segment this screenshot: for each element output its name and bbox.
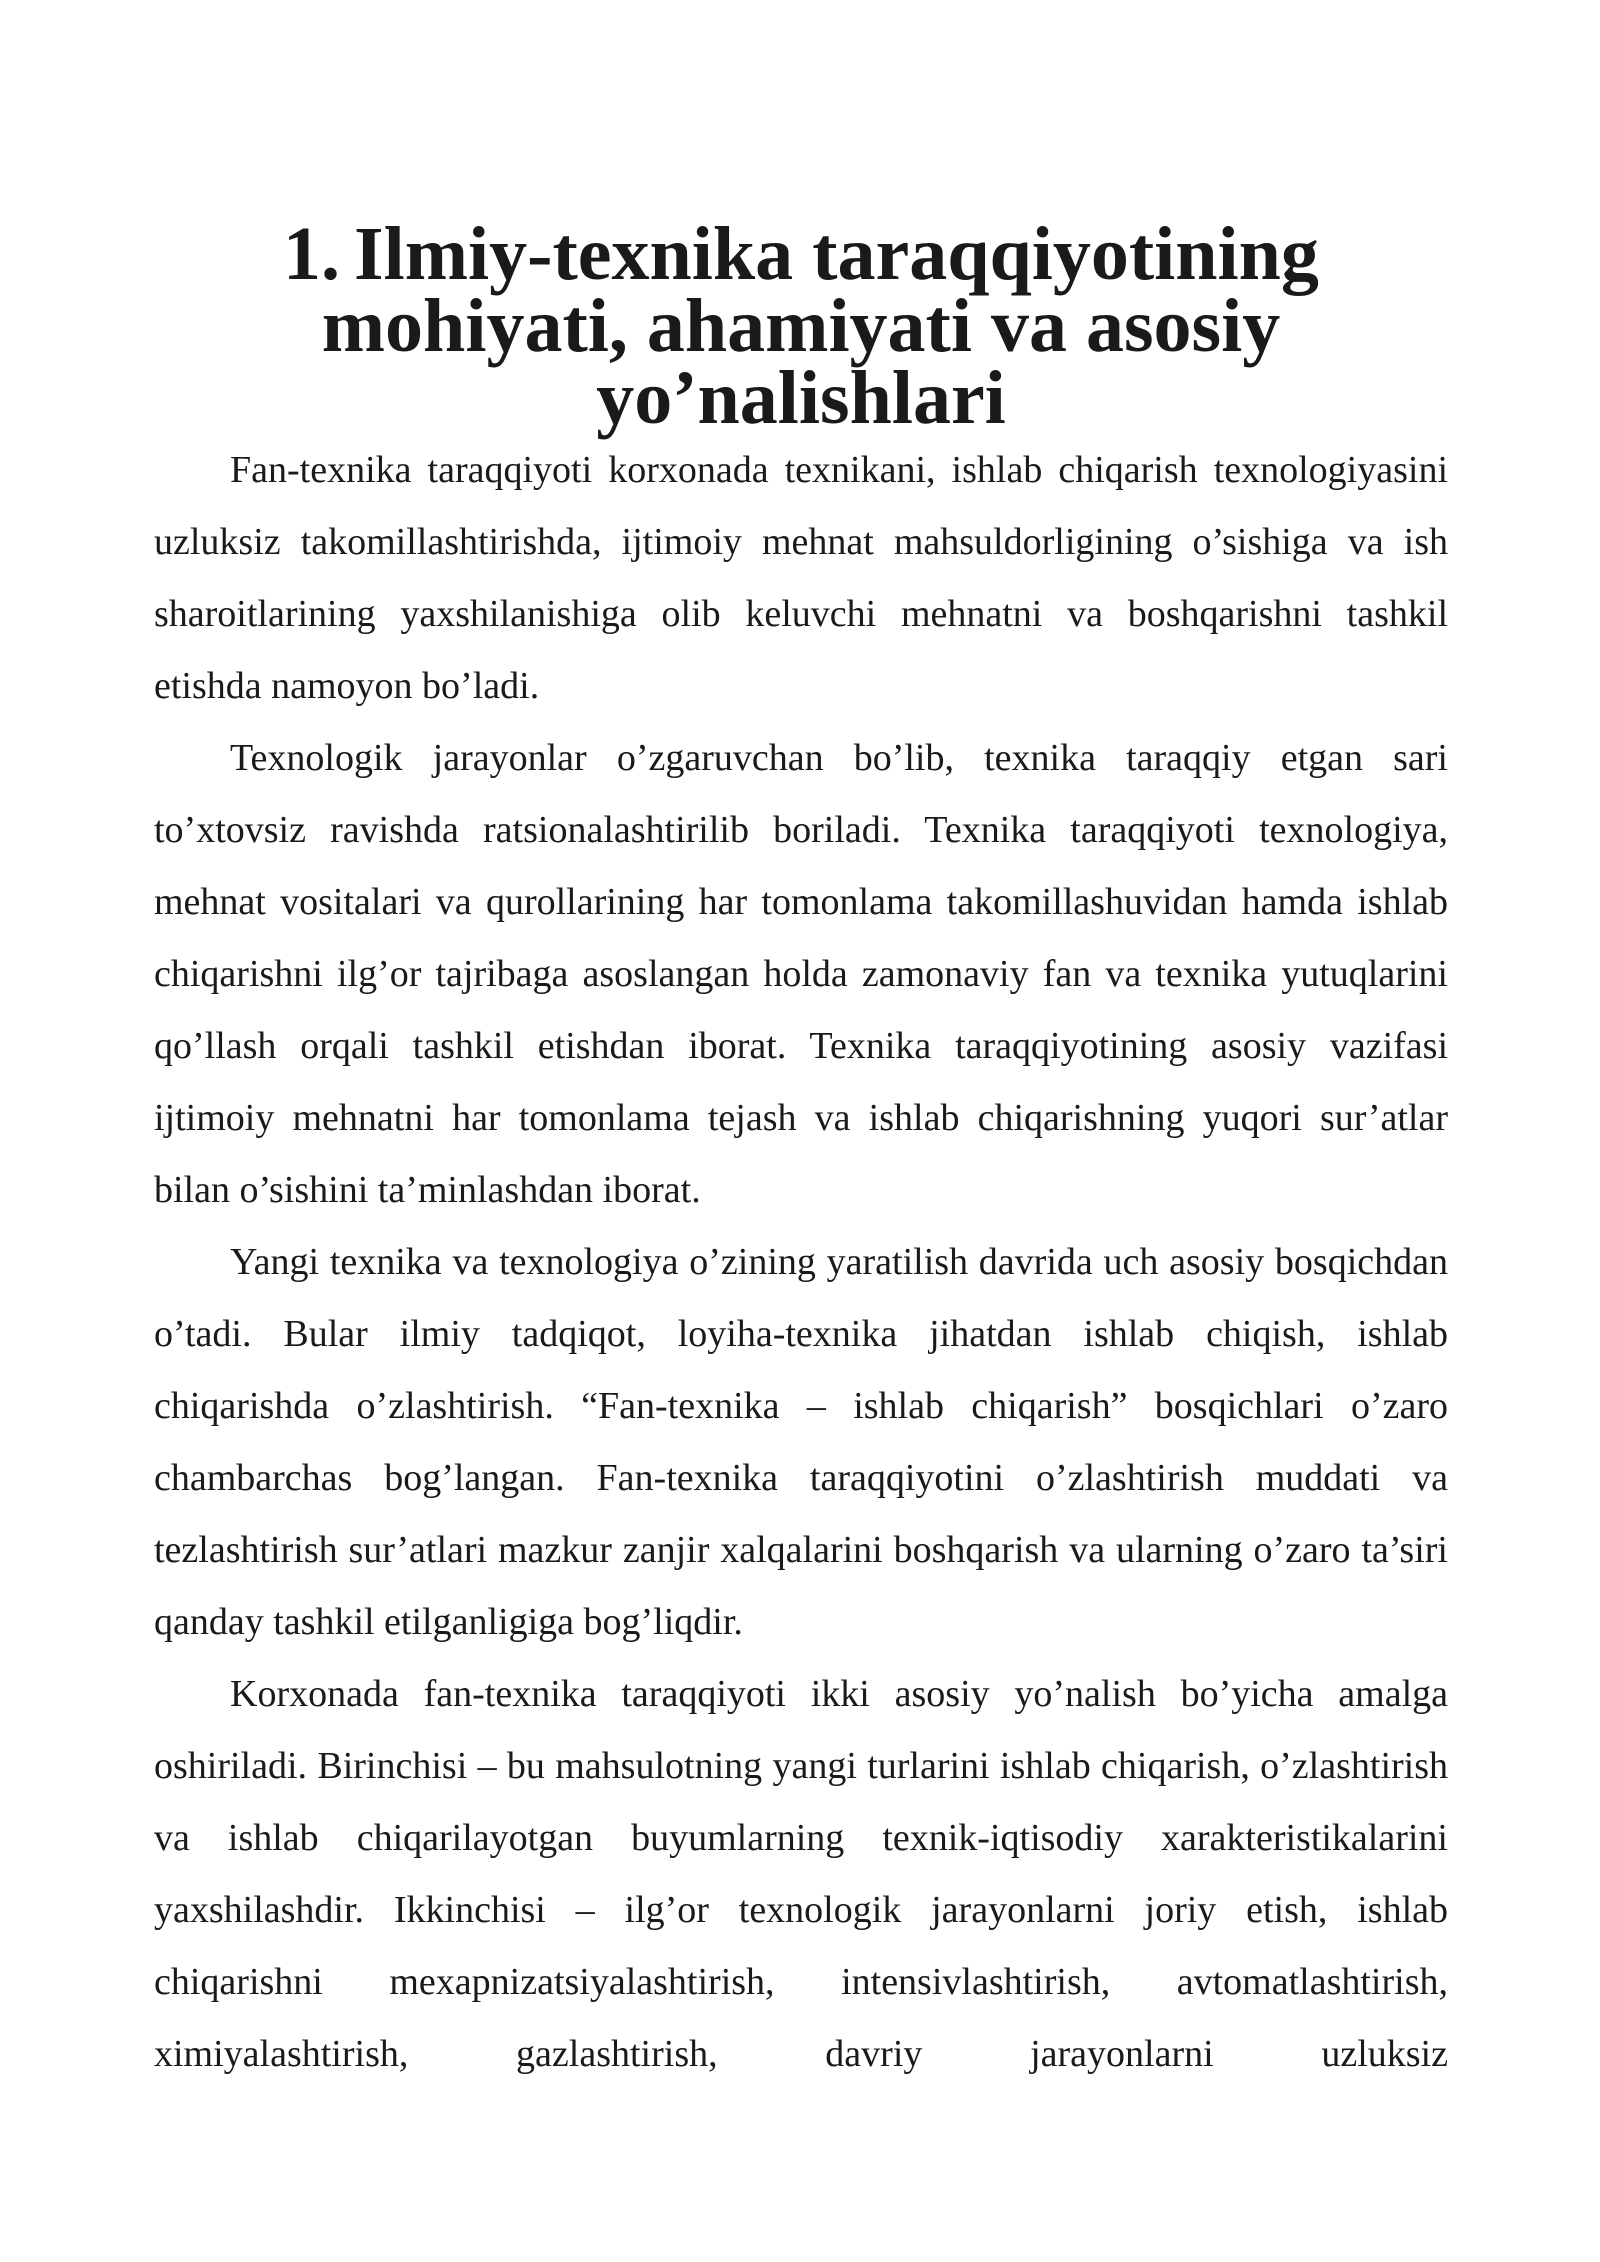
section-number: 1. bbox=[283, 212, 341, 296]
section-heading bbox=[154, 212, 1448, 440]
paragraph-4: Korxonada fan-texnika taraqqiyoti ikki asosiy yo’nalish bo’yicha amalga oshiriladi. Birinchisi – bu mahsulotning yangi turlarini ishlab chiqarish, o’zlashtirish va ishlab chiqarilayotgan buyumlarning texnik-iqtisodiy xarakteristikalarini yaxshilashdir. Ikkinchisi – ilg’or texnologik jarayonlarni joriy etish, ishlab chiqarishni mexapnizatsiyalashtirish, intensivlashtirish, avtomatlashtirish, ximiyalashtirish, gazlashtirish, davriy jarayonlarni uzluksiz bbox=[154, 1673, 1448, 2075]
paragraph-3: Yangi texnika va texnologiya o’zining yaratilish davrida uch asosiy bosqichdan o’tadi. Bular ilmiy tadqiqot, loyiha-texnika jihatdan ishlab chiqish, ishlab chiqarishda o’zlashtirish. “Fan-texnika – ishlab chiqarish” bosqichlari o’zaro chambarchas bog’langan. Fan-texnika taraqqiyotini o’zlashtirish muddati va tezlashtirish sur’atlari mazkur zanjir xalqalarini boshqarish va ularning o’zaro ta’siri qanday tashkil etilganligiga bog’liqdir. bbox=[154, 1241, 1448, 1643]
paragraph-2: Texnologik jarayonlar o’zgaruvchan bo’lib, texnika taraqqiy etgan sari to’xtovsiz ravishda ratsionalashtirilib boriladi. Texnika taraqqiyoti texnologiya, mehnat vositalari va qurollarining har tomonlama takomillashuvidan hamda ishlab chiqarishni ilg’or tajribaga asoslangan holda zamonaviy fan va texnika yutuqlarini qo’llash orqali tashkil etishdan iborat. Texnika taraqqiyotining asosiy vazifasi ijtimoiy mehnatni har tomonlama tejash va ishlab chiqarishning yuqori sur’atlar bilan o’sishini ta’minlashdan iborat. bbox=[154, 737, 1448, 1211]
section-title: Ilmiy-texnika taraqqiyotining mohiyati, ahamiyati va asosiy yo’nalishlari bbox=[321, 212, 1319, 440]
paragraph-1: Fan-texnika taraqqiyoti korxonada texnikani, ishlab chiqarish texnologiyasini uzluksiz takomillashtirishda, ijtimoiy mehnat mahsuldorligining o’sishiga va ish sharoitlarining yaxshilanishiga olib keluvchi mehnatni va boshqarishni tashkil etishda namoyon bo’ladi. bbox=[154, 449, 1448, 707]
document-body bbox=[154, 212, 1448, 2090]
